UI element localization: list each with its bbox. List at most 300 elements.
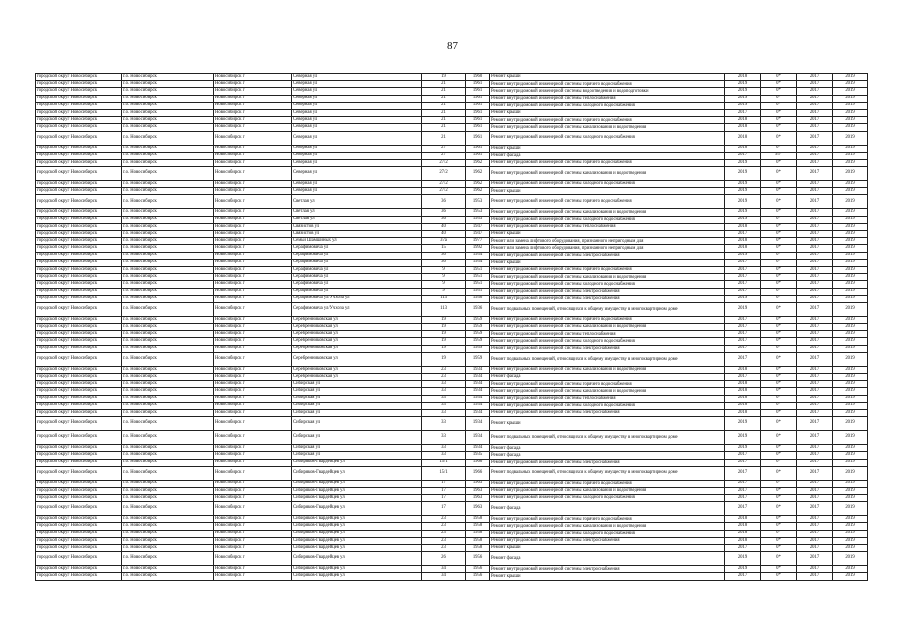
period-start-cell: 2017 [797, 209, 833, 216]
street-cell: Сибиряков-Гвардейцев ул [292, 487, 422, 494]
period-end-cell: 2019 [833, 188, 868, 195]
settlement-cell: Новосибирск г [214, 395, 292, 402]
house-number-cell: 27/2 [422, 181, 466, 188]
settlement-cell: Новосибирск г [214, 316, 292, 323]
period-end-cell: 2019 [833, 274, 868, 281]
house-number-cell: 19 [422, 352, 466, 366]
municipality-cell: г.о. Новосибирск [122, 209, 214, 216]
status-cell: 0* [761, 188, 797, 195]
work-type-cell: Ремонт крыши [490, 573, 725, 580]
table-row [36, 288, 868, 295]
municipality-cell: г.о. Новосибирск [122, 302, 214, 316]
settlement-cell: Новосибирск г [214, 288, 292, 295]
table-row [36, 573, 868, 580]
status-cell: 0* [761, 102, 797, 109]
street-cell: Северная ул [292, 117, 422, 124]
period-start-cell: 2017 [797, 88, 833, 95]
street-cell: Серебренниковская ул [292, 338, 422, 345]
district-cell: городской округ Новосибирск [36, 88, 122, 95]
period-end-cell: 2019 [833, 545, 868, 552]
status-cell: 0* [761, 395, 797, 402]
table-row [36, 338, 868, 345]
table-row [36, 523, 868, 530]
build-year-cell: 1962 [466, 188, 490, 195]
work-type-cell: Ремонт крыши [490, 231, 725, 238]
period-end-cell: 2019 [833, 109, 868, 116]
status-cell: 0* [761, 516, 797, 523]
status-cell: 0* [761, 145, 797, 152]
settlement-cell: Новосибирск г [214, 238, 292, 245]
table-row [36, 516, 868, 523]
work-type-cell: Ремонт внутридомовой инженерной системы канализования и водоотведения [490, 366, 725, 373]
street-cell: Сибиряков-Гвардейцев ул [292, 530, 422, 537]
planned-year-cell: 2018 [725, 388, 761, 395]
build-year-cell: 1947 [466, 231, 490, 238]
district-cell: городской округ Новосибирск [36, 388, 122, 395]
settlement-cell: Новосибирск г [214, 409, 292, 416]
status-cell: 0* [761, 195, 797, 209]
work-type-cell: Ремонт внутридомовой инженерной системы холодного водоснабжения [490, 181, 725, 188]
period-end-cell: 2019 [833, 530, 868, 537]
district-cell: городской округ Новосибирск [36, 152, 122, 159]
table-body [36, 74, 868, 581]
planned-year-cell: 2018 [725, 74, 761, 81]
table-row [36, 74, 868, 81]
work-type-cell: Ремонт внутридомовой инженерной системы теплоснабжения [490, 95, 725, 102]
municipality-cell: г.о. Новосибирск [122, 145, 214, 152]
district-cell: городской округ Новосибирск [36, 445, 122, 452]
planned-year-cell: 2018 [725, 402, 761, 409]
house-number-cell: 113 [422, 302, 466, 316]
period-start-cell: 2017 [797, 445, 833, 452]
build-year-cell: 1961 [466, 88, 490, 95]
period-start-cell: 2017 [797, 152, 833, 159]
street-cell: Связистов ул [292, 231, 422, 238]
house-number-cell: 15/1 [422, 466, 466, 480]
table-row [36, 195, 868, 209]
build-year-cell: 1936 [466, 302, 490, 316]
district-cell: городской округ Новосибирск [36, 338, 122, 345]
period-start-cell: 2017 [797, 167, 833, 181]
street-cell: Серафимовича ул [292, 259, 422, 266]
status-cell: 0* [761, 345, 797, 352]
district-cell: городской округ Новосибирск [36, 223, 122, 230]
build-year-cell: 1958 [466, 516, 490, 523]
build-year-cell: 1961 [466, 102, 490, 109]
district-cell: городской округ Новосибирск [36, 81, 122, 88]
municipality-cell: г.о. Новосибирск [122, 152, 214, 159]
table-row [36, 95, 868, 102]
settlement-cell: Новосибирск г [214, 495, 292, 502]
street-cell: Северная ул [292, 74, 422, 81]
build-year-cell: 1961 [466, 145, 490, 152]
table-row [36, 552, 868, 566]
district-cell: городской округ Новосибирск [36, 74, 122, 81]
street-cell: Сибирская ул [292, 431, 422, 445]
house-number-cell: 34 [422, 573, 466, 580]
street-cell: Сибирская ул [292, 395, 422, 402]
build-year-cell: 1961 [466, 95, 490, 102]
street-cell: Северная ул [292, 124, 422, 131]
table-row [36, 281, 868, 288]
work-type-cell: Ремонт внутридомовой инженерной системы холодного водоснабжения [490, 495, 725, 502]
work-type-cell: Ремонт внутридомовой инженерной системы холодного водоснабжения [490, 216, 725, 223]
district-cell: городской округ Новосибирск [36, 395, 122, 402]
street-cell: Сибирская ул [292, 388, 422, 395]
municipality-cell: г.о. Новосибирск [122, 266, 214, 273]
street-cell: Сибиряков-Гвардейцев ул [292, 537, 422, 544]
municipality-cell: г.о. Новосибирск [122, 131, 214, 145]
street-cell: Светлая ул [292, 209, 422, 216]
table-row [36, 152, 868, 159]
build-year-cell: 1953 [466, 216, 490, 223]
table-row [36, 495, 868, 502]
district-cell: городской округ Новосибирск [36, 324, 122, 331]
build-year-cell: 1934 [466, 445, 490, 452]
planned-year-cell: 2019 [725, 302, 761, 316]
district-cell: городской округ Новосибирск [36, 117, 122, 124]
house-number-cell: 27 [422, 152, 466, 159]
settlement-cell: Новосибирск г [214, 381, 292, 388]
build-year-cell: 1963 [466, 487, 490, 494]
table-row [36, 487, 868, 494]
municipality-cell: г.о. Новосибирск [122, 402, 214, 409]
period-start-cell: 2017 [797, 74, 833, 81]
work-type-cell: Ремонт крыши [490, 145, 725, 152]
period-start-cell: 2017 [797, 381, 833, 388]
status-cell: 0* [761, 331, 797, 338]
settlement-cell: Новосибирск г [214, 502, 292, 516]
planned-year-cell: 2018 [725, 238, 761, 245]
status-cell: 0* [761, 209, 797, 216]
work-type-cell: Ремонт внутридомовой инженерной системы теплоснабжения [490, 331, 725, 338]
district-cell: городской округ Новосибирск [36, 431, 122, 445]
status-cell: 0* [761, 81, 797, 88]
period-start-cell: 2017 [797, 102, 833, 109]
district-cell: городской округ Новосибирск [36, 124, 122, 131]
house-number-cell: 15 [422, 245, 466, 252]
period-end-cell: 2019 [833, 466, 868, 480]
period-end-cell: 2019 [833, 231, 868, 238]
street-cell: Северная ул [292, 109, 422, 116]
period-end-cell: 2019 [833, 417, 868, 431]
period-end-cell: 2019 [833, 102, 868, 109]
status-cell: 0* [761, 223, 797, 230]
period-start-cell: 2017 [797, 81, 833, 88]
period-start-cell: 2017 [797, 366, 833, 373]
district-cell: городской округ Новосибирск [36, 523, 122, 530]
period-end-cell: 2019 [833, 81, 868, 88]
planned-year-cell: 2017 [725, 288, 761, 295]
period-end-cell: 2019 [833, 124, 868, 131]
street-cell: Светлая ул [292, 195, 422, 209]
settlement-cell: Новосибирск г [214, 302, 292, 316]
municipality-cell: г.о. Новосибирск [122, 102, 214, 109]
street-cell: Сибиряков-Гвардейцев ул [292, 552, 422, 566]
status-cell: 0* [761, 95, 797, 102]
period-start-cell: 2017 [797, 573, 833, 580]
planned-year-cell: 2019 [725, 88, 761, 95]
table-row [36, 331, 868, 338]
municipality-cell: г.о. Новосибирск [122, 545, 214, 552]
street-cell: Серафимовича ул/Учхоза ул [292, 295, 422, 302]
build-year-cell: 1966 [466, 466, 490, 480]
period-start-cell: 2017 [797, 487, 833, 494]
status-cell: 0* [761, 131, 797, 145]
period-end-cell: 2019 [833, 480, 868, 487]
period-end-cell: 2019 [833, 395, 868, 402]
period-start-cell: 2017 [797, 352, 833, 366]
period-end-cell: 2019 [833, 266, 868, 273]
period-end-cell: 2019 [833, 195, 868, 209]
build-year-cell: 1962 [466, 167, 490, 181]
status-cell: 0* [761, 288, 797, 295]
table-row [36, 231, 868, 238]
status-cell: 0* [761, 487, 797, 494]
period-end-cell: 2019 [833, 131, 868, 145]
house-number-cell: 17 [422, 480, 466, 487]
street-cell: Серебренниковская ул [292, 316, 422, 323]
table-row [36, 530, 868, 537]
table-row [36, 480, 868, 487]
planned-year-cell: 2017 [725, 274, 761, 281]
municipality-cell: г.о. Новосибирск [122, 195, 214, 209]
district-cell: городской округ Новосибирск [36, 537, 122, 544]
table-row [36, 374, 868, 381]
planned-year-cell: 2018 [725, 245, 761, 252]
planned-year-cell: 2019 [725, 216, 761, 223]
district-cell: городской округ Новосибирск [36, 231, 122, 238]
settlement-cell: Новосибирск г [214, 452, 292, 459]
period-end-cell: 2019 [833, 409, 868, 416]
municipality-cell: г.о. Новосибирск [122, 331, 214, 338]
table-row [36, 117, 868, 124]
table-row [36, 445, 868, 452]
period-start-cell: 2017 [797, 480, 833, 487]
planned-year-cell: 2019 [725, 417, 761, 431]
settlement-cell: Новосибирск г [214, 417, 292, 431]
table-row [36, 409, 868, 416]
period-end-cell: 2019 [833, 259, 868, 266]
municipality-cell: г.о. Новосибирск [122, 516, 214, 523]
street-cell: Сибиряков-Гвардейцев ул [292, 566, 422, 573]
street-cell: Сибиряков-Гвардейцев ул [292, 495, 422, 502]
table-row [36, 266, 868, 273]
build-year-cell: 1954 [466, 259, 490, 266]
planned-year-cell: 2018 [725, 537, 761, 544]
build-year-cell: 1961 [466, 131, 490, 145]
house-number-cell: 21 [422, 88, 466, 95]
build-year-cell: 1966 [466, 459, 490, 466]
status-cell: 0* [761, 109, 797, 116]
period-start-cell: 2017 [797, 231, 833, 238]
period-start-cell: 2017 [797, 431, 833, 445]
district-cell: городской округ Новосибирск [36, 459, 122, 466]
build-year-cell: 1960 [466, 74, 490, 81]
street-cell: Серафимовича ул [292, 281, 422, 288]
period-start-cell: 2017 [797, 452, 833, 459]
work-type-cell: Ремонт внутридомовой инженерной системы горячего водоснабжения [490, 516, 725, 523]
work-type-cell: Ремонт внутридомовой инженерной системы электроснабжения [490, 566, 725, 573]
district-cell: городской округ Новосибирск [36, 259, 122, 266]
table-row [36, 252, 868, 259]
period-end-cell: 2019 [833, 345, 868, 352]
status-cell: 0* [761, 552, 797, 566]
work-type-cell: Ремонт внутридомовой инженерной системы электроснабжения [490, 295, 725, 302]
period-end-cell: 2019 [833, 281, 868, 288]
period-end-cell: 2019 [833, 352, 868, 366]
house-number-cell: 33 [422, 395, 466, 402]
settlement-cell: Новосибирск г [214, 231, 292, 238]
district-cell: городской округ Новосибирск [36, 266, 122, 273]
district-cell: городской округ Новосибирск [36, 252, 122, 259]
work-type-cell: Ремонт внутридомовой инженерной системы холодного водоснабжения [490, 131, 725, 145]
planned-year-cell: 2019 [725, 159, 761, 166]
table-row [36, 466, 868, 480]
planned-year-cell: 2018 [725, 366, 761, 373]
settlement-cell: Новосибирск г [214, 109, 292, 116]
status-cell: 0* [761, 74, 797, 81]
status-cell: 0* [761, 252, 797, 259]
build-year-cell: 1959 [466, 324, 490, 331]
work-type-cell: Ремонт внутридомовой инженерной системы холодного водоснабжения [490, 402, 725, 409]
settlement-cell: Новосибирск г [214, 459, 292, 466]
house-number-cell: 17 [422, 495, 466, 502]
work-type-cell: Ремонт или замена лифтового оборудования, признанного непригодным для [490, 238, 725, 245]
period-start-cell: 2017 [797, 245, 833, 252]
status-cell: 0* [761, 281, 797, 288]
street-cell: Связистов ул [292, 223, 422, 230]
municipality-cell: г.о. Новосибирск [122, 502, 214, 516]
status-cell: 0* [761, 338, 797, 345]
period-start-cell: 2017 [797, 495, 833, 502]
period-end-cell: 2019 [833, 573, 868, 580]
district-cell: городской округ Новосибирск [36, 502, 122, 516]
district-cell: городской округ Новосибирск [36, 281, 122, 288]
work-type-cell: Ремонт внутридомовой инженерной системы канализования и водоотведения [490, 523, 725, 530]
table-row [36, 188, 868, 195]
district-cell: городской округ Новосибирск [36, 402, 122, 409]
planned-year-cell: 2019 [725, 102, 761, 109]
status-cell: 0* [761, 159, 797, 166]
planned-year-cell: 2019 [725, 195, 761, 209]
period-start-cell: 2017 [797, 566, 833, 573]
table-row [36, 537, 868, 544]
district-cell: городской округ Новосибирск [36, 167, 122, 181]
planned-year-cell: 2017 [725, 452, 761, 459]
municipality-cell: г.о. Новосибирск [122, 181, 214, 188]
settlement-cell: Новосибирск г [214, 102, 292, 109]
period-start-cell: 2017 [797, 295, 833, 302]
period-start-cell: 2017 [797, 545, 833, 552]
build-year-cell: 1951 [466, 274, 490, 281]
build-year-cell: 1977 [466, 238, 490, 245]
house-number-cell: 113 [422, 295, 466, 302]
municipality-cell: г.о. Новосибирск [122, 530, 214, 537]
street-cell: Сибиряков-Гвардейцев ул [292, 516, 422, 523]
planned-year-cell: 2017 [725, 324, 761, 331]
street-cell: Серафимовича ул [292, 252, 422, 259]
period-start-cell: 2017 [797, 552, 833, 566]
district-cell: городской округ Новосибирск [36, 516, 122, 523]
period-end-cell: 2019 [833, 238, 868, 245]
district-cell: городской округ Новосибирск [36, 552, 122, 566]
municipality-cell: г.о. Новосибирск [122, 381, 214, 388]
house-number-cell: 33 [422, 402, 466, 409]
period-end-cell: 2019 [833, 374, 868, 381]
period-start-cell: 2017 [797, 188, 833, 195]
table-row [36, 459, 868, 466]
status-cell: 95* [761, 152, 797, 159]
period-end-cell: 2019 [833, 316, 868, 323]
status-cell: 0* [761, 480, 797, 487]
build-year-cell: 1958 [466, 530, 490, 537]
settlement-cell: Новосибирск г [214, 81, 292, 88]
status-cell: 0* [761, 495, 797, 502]
status-cell: 0* [761, 245, 797, 252]
district-cell: городской округ Новосибирск [36, 295, 122, 302]
status-cell: 0* [761, 259, 797, 266]
work-type-cell: Ремонт внутридомовой инженерной системы водоотведения и водоподготовки [490, 88, 725, 95]
settlement-cell: Новосибирск г [214, 188, 292, 195]
street-cell: Светлая ул [292, 216, 422, 223]
period-end-cell: 2019 [833, 487, 868, 494]
period-end-cell: 2019 [833, 95, 868, 102]
work-type-cell: Ремонт внутридомовой инженерной системы электроснабжения [490, 252, 725, 259]
work-type-cell: Ремонт подвальных помещений, относящихся к общему имуществу в многоквартирном доме [490, 466, 725, 480]
settlement-cell: Новосибирск г [214, 388, 292, 395]
period-end-cell: 2019 [833, 402, 868, 409]
period-start-cell: 2017 [797, 316, 833, 323]
settlement-cell: Новосибирск г [214, 374, 292, 381]
status-cell: 0* [761, 402, 797, 409]
house-number-cell: 33 [422, 431, 466, 445]
work-type-cell: Ремонт внутридомовой инженерной системы горячего водоснабжения [490, 381, 725, 388]
settlement-cell: Новосибирск г [214, 545, 292, 552]
build-year-cell: 1936 [466, 295, 490, 302]
table-row [36, 109, 868, 116]
planned-year-cell: 2019 [725, 167, 761, 181]
municipality-cell: г.о. Новосибирск [122, 566, 214, 573]
status-cell: 0* [761, 374, 797, 381]
municipality-cell: г.о. Новосибирск [122, 445, 214, 452]
settlement-cell: Новосибирск г [214, 281, 292, 288]
street-cell: Серафимовича ул [292, 266, 422, 273]
municipality-cell: г.о. Новосибирск [122, 409, 214, 416]
status-cell: 0* [761, 238, 797, 245]
municipality-cell: г.о. Новосибирск [122, 523, 214, 530]
work-type-cell: Ремонт внутридомовой инженерной системы канализования и водоотведения [490, 388, 725, 395]
house-number-cell: 33 [422, 452, 466, 459]
period-start-cell: 2017 [797, 266, 833, 273]
house-number-cell: 27 [422, 145, 466, 152]
house-number-cell: 34 [422, 566, 466, 573]
build-year-cell: 1962 [466, 159, 490, 166]
work-type-cell: Ремонт внутридомовой инженерной системы канализования и водоотведения [490, 209, 725, 216]
municipality-cell: г.о. Новосибирск [122, 431, 214, 445]
work-type-cell: Ремонт фасада [490, 374, 725, 381]
settlement-cell: Новосибирск г [214, 74, 292, 81]
planned-year-cell: 2017 [725, 316, 761, 323]
settlement-cell: Новосибирск г [214, 537, 292, 544]
district-cell: городской округ Новосибирск [36, 381, 122, 388]
municipality-cell: г.о. Новосибирск [122, 552, 214, 566]
table-row [36, 102, 868, 109]
street-cell: Сибирская ул [292, 381, 422, 388]
period-end-cell: 2019 [833, 88, 868, 95]
build-year-cell: 1947 [466, 223, 490, 230]
period-end-cell: 2019 [833, 338, 868, 345]
